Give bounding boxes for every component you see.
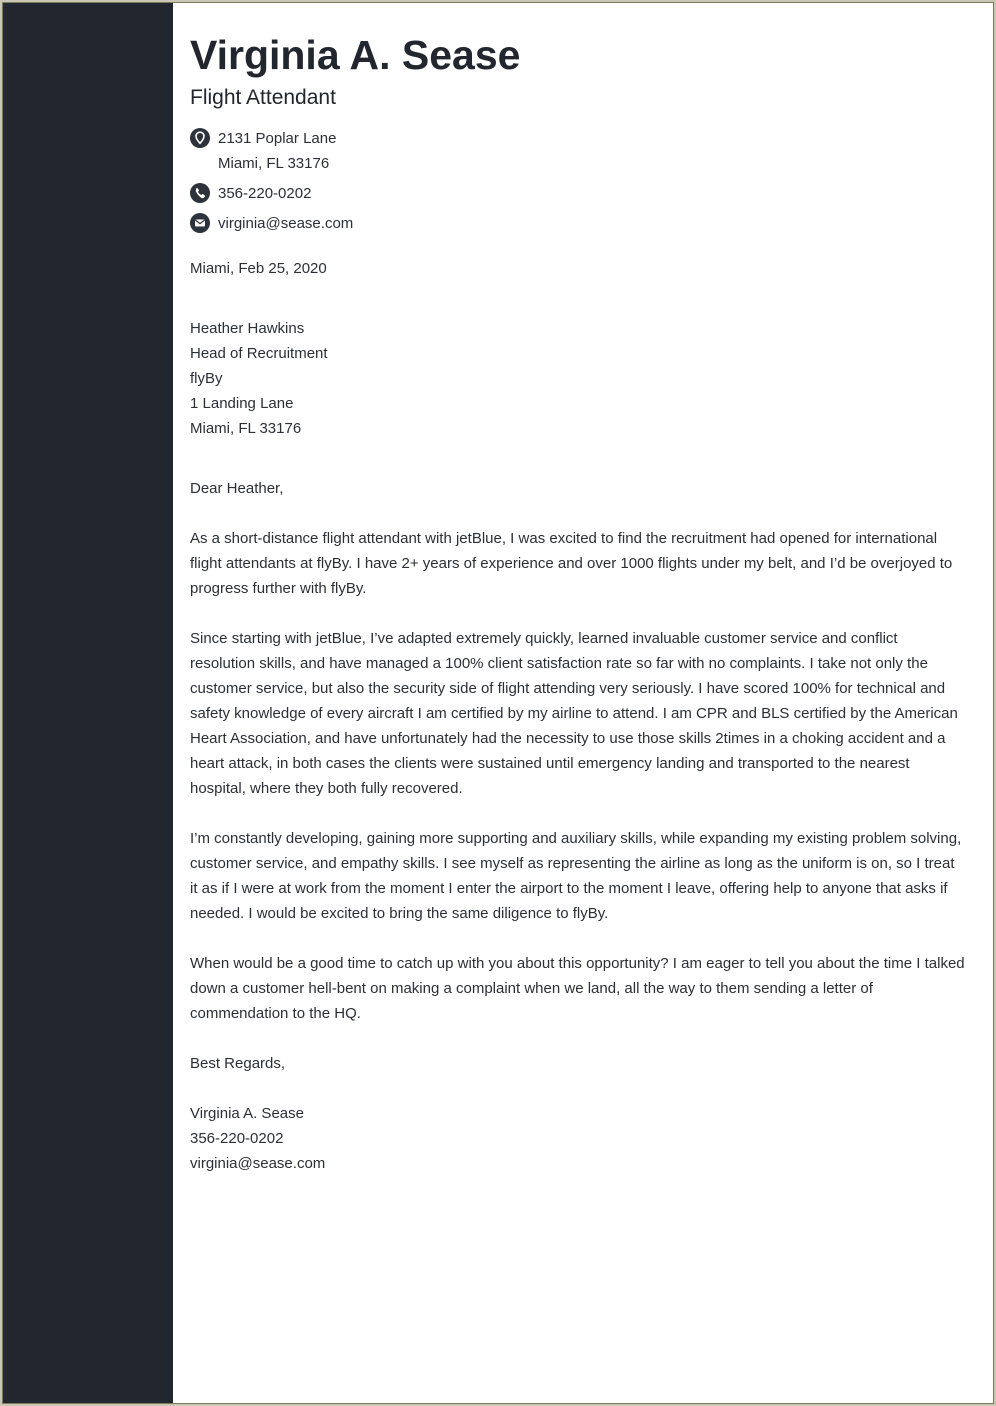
signature-phone: 356-220-0202 xyxy=(190,1130,284,1147)
paragraph-1: As a short-distance flight attendant with jetBlue, I was excited to find the recruitment had opened for international flight attendants at flyBy. I have 2+ years of experience and over 1000 flights under my belt, and I’d be overjoyed to progress further with flyBy. xyxy=(190,530,953,597)
signature-email: virginia@sease.com xyxy=(190,1155,326,1172)
paragraph-3: I’m constantly developing, gaining more supporting and auxiliary skills, while expanding my existing problem solving, customer service, and empathy skills. I see myself as representing the airline as long as the uniform is on, so I treat it as if I were at work from the moment I enter the airport to the moment I leave, offering help to anyone that asks if needed. I would be excited to bring the same diligence to flyBy. xyxy=(190,830,962,922)
email-text: virginia@sease.com xyxy=(218,215,354,232)
sidebar xyxy=(3,3,173,1403)
date-line: Miami, Feb 25, 2020 xyxy=(190,260,327,277)
contact-email xyxy=(190,211,490,236)
phone-text: 356-220-0202 xyxy=(218,185,312,202)
sender-title: Flight Attendant xyxy=(190,86,336,109)
sender-name: Virginia A. Sease xyxy=(190,32,521,78)
contact-address xyxy=(190,126,490,176)
recipient-role: Head of Recruitment xyxy=(190,345,328,362)
recipient-street: 1 Landing Lane xyxy=(190,395,294,412)
recipient-company: flyBy xyxy=(190,370,223,387)
paragraph-4: When would be a good time to catch up with you about this opportunity? I am eager to tell you about the time I talked down a customer hell-bent on making a complaint when we land, all the way to them sending a letter of commendation to the HQ. xyxy=(190,955,965,1022)
location-pin-icon xyxy=(190,128,210,148)
contact-phone xyxy=(190,181,490,206)
envelope-icon xyxy=(190,213,210,233)
recipient-name: Heather Hawkins xyxy=(190,320,305,337)
signature-name: Virginia A. Sease xyxy=(190,1105,304,1122)
recipient-city: Miami, FL 33176 xyxy=(190,420,302,437)
address-line-2: Miami, FL 33176 xyxy=(218,155,330,172)
address-line-1: 2131 Poplar Lane xyxy=(218,130,337,147)
greeting: Dear Heather, xyxy=(190,480,284,497)
paragraph-2: Since starting with jetBlue, I’ve adapted extremely quickly, learned invaluable customer service and conflict resolution skills, and have managed a 100% client satisfaction rate so far with no complaints. I take not only the customer service, but also the security side of flight attending very seriously. I have scored 100% for technical and safety knowledge of every aircraft I am certified by my airline to attend. I am CPR and BLS certified by the American Heart Association, and have unfortunately had the necessity to use those skills 2times in a choking accident and a heart attack, in both cases the clients were sustained until emergency landing and transported to the nearest hospital, where they both fully recovered. xyxy=(190,630,958,797)
phone-icon xyxy=(190,183,210,203)
closing: Best Regards, xyxy=(190,1055,286,1072)
